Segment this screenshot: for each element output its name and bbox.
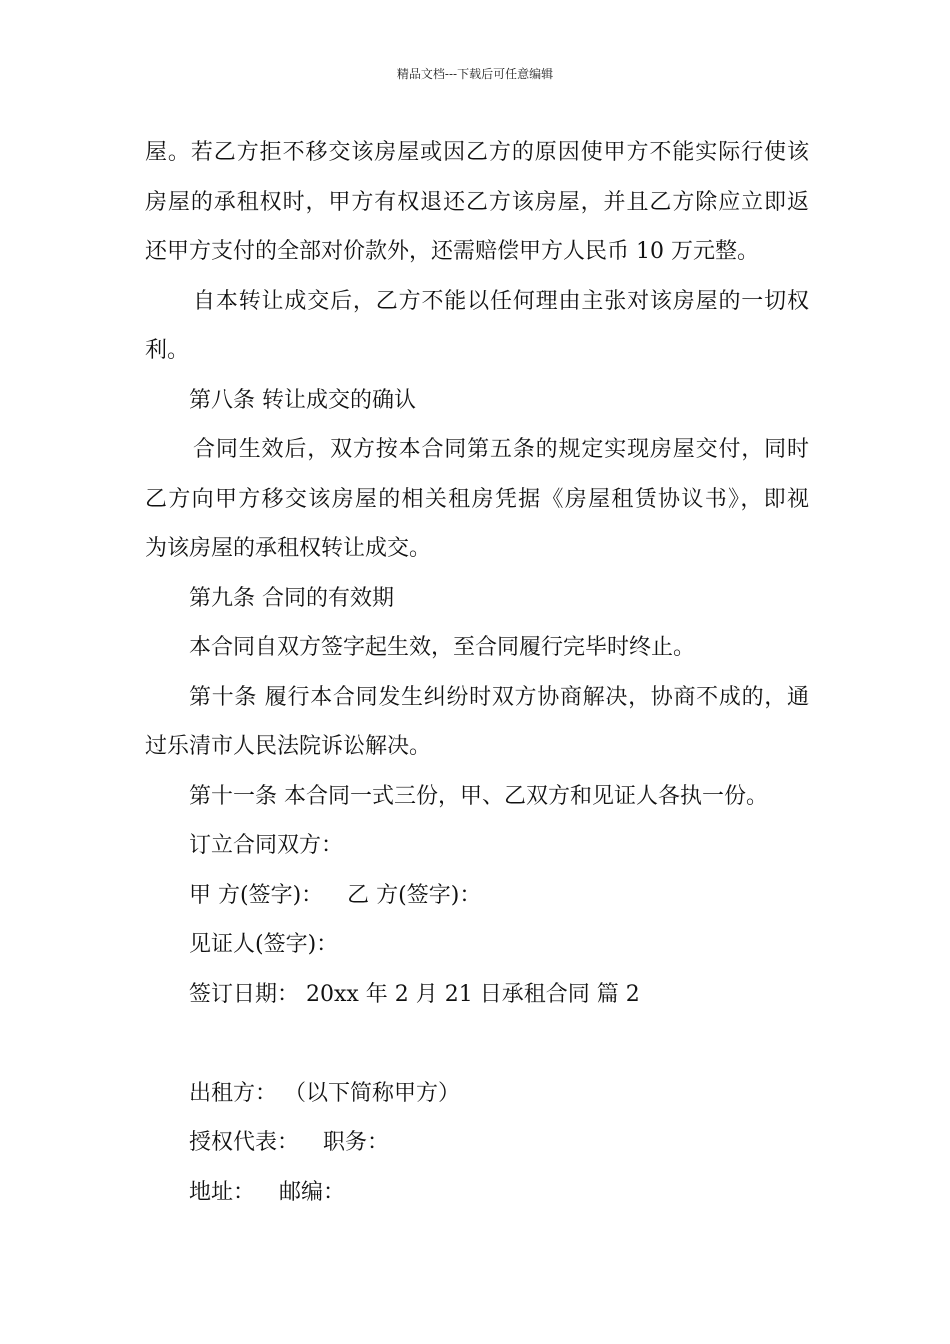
party-b-signature: 乙 方(签字)：: [347, 882, 482, 908]
signing-date: 签订日期： 20xx 年 2 月 21 日承租合同 篇 2: [189, 981, 640, 1007]
article-8-line-1: 合同生效后，双方按本合同第五条的规定实现房屋交付，同时: [193, 437, 809, 462]
position-label: 职务：: [323, 1130, 390, 1155]
clause-7-line-3: 还甲方支付的全部对价款外，还需赔偿甲方人民币 10 万元整。: [145, 239, 759, 264]
address-label: 地址：: [189, 1179, 256, 1205]
clause-7-line-1: 屋。若乙方拒不移交该房屋或因乙方的原因使甲方不能实际行使该: [145, 140, 809, 165]
article-8-title: 第八条 转让成交的确认: [189, 387, 416, 413]
article-9-text: 本合同自双方签字起生效，至合同履行完毕时终止。: [189, 635, 696, 660]
article-9-title: 第九条 合同的有效期: [189, 585, 394, 611]
article-10-line-2: 过乐清市人民法院诉讼解决。: [145, 734, 432, 759]
article-10-line-1: 第十条 履行本合同发生纠纷时双方协商解决，协商不成的，通: [189, 684, 809, 710]
postcode-label: 邮编：: [279, 1179, 346, 1205]
article-11: 第十一条 本合同一式三份，甲、乙双方和见证人各执一份。: [189, 783, 768, 809]
signature-line: [145, 871, 809, 921]
representative-line: [145, 1118, 809, 1168]
witness-signature: 见证人(签字)：: [189, 932, 339, 957]
parties-label: 订立合同双方：: [189, 833, 344, 858]
page-header: 精品文档---下载后可任意编辑: [396, 67, 554, 81]
transfer-paragraph-line-1: 自本转让成交后，乙方不能以任何理由主张对该房屋的一切权: [193, 288, 809, 314]
representative-label: 授权代表：: [189, 1130, 300, 1155]
article-8-line-2: 乙方向甲方移交该房屋的相关租房凭据《房屋租赁协议书》，即视: [145, 486, 809, 512]
blank-line: [145, 1019, 809, 1069]
article-8-line-3: 为该房屋的承租权转让成交。: [145, 536, 432, 561]
party-a-signature: 甲 方(签字)：: [189, 882, 324, 908]
address-line: [145, 1168, 809, 1218]
lessor-line: 出租方： （以下简称甲方）: [189, 1080, 460, 1106]
document-body: [145, 128, 809, 1217]
clause-7-line-2: 房屋的承租权时，甲方有权退还乙方该房屋，并且乙方除应立即返: [145, 189, 809, 215]
transfer-paragraph-line-2: 利。: [145, 338, 190, 363]
